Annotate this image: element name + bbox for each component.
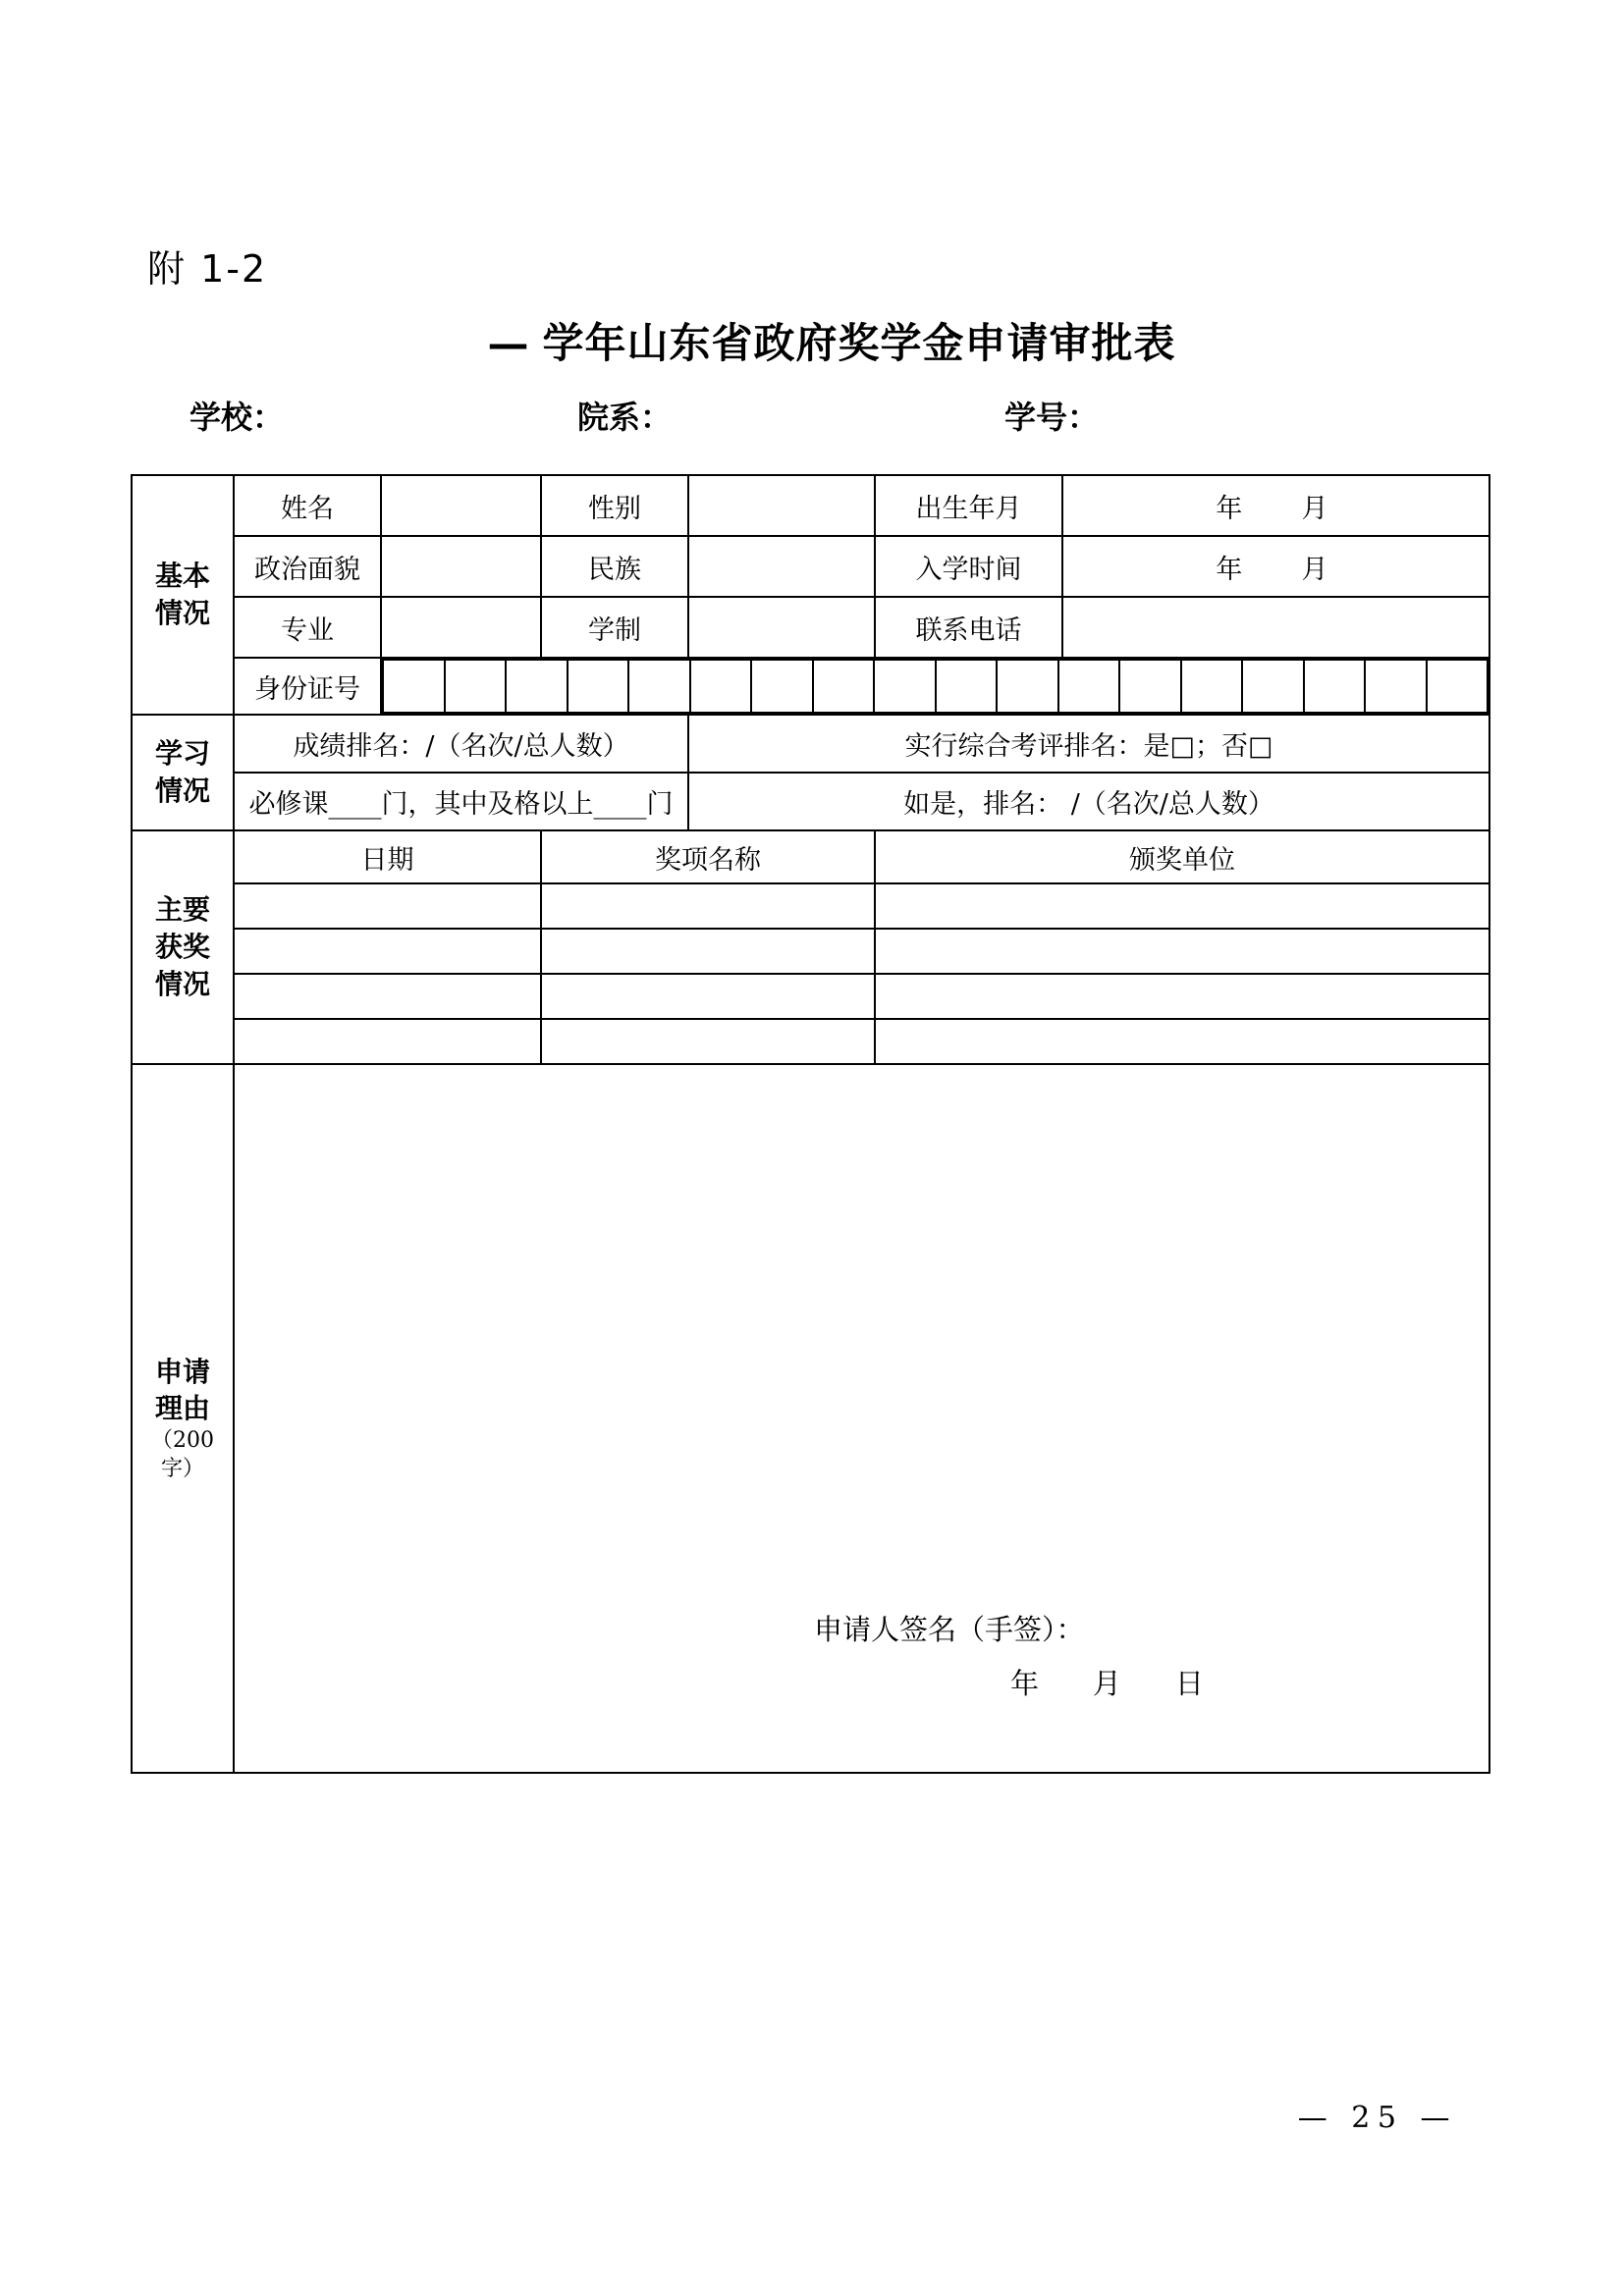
section-label-reason-sub: （200字）	[151, 1428, 214, 1481]
award-issuer-cell[interactable]	[875, 929, 1489, 974]
award-date-cell[interactable]	[234, 974, 541, 1019]
section-label-reason-line2: 理由	[154, 1392, 210, 1425]
signature-month-unit: 月	[1092, 1666, 1124, 1700]
table-row	[132, 597, 1489, 658]
award-name-cell[interactable]	[541, 929, 875, 974]
award-issuer-cell[interactable]	[875, 883, 1489, 929]
id-number-box[interactable]	[1365, 660, 1427, 713]
name-field[interactable]	[381, 475, 541, 536]
id-number-box[interactable]	[936, 660, 998, 713]
student-id-label: 学号：	[1004, 399, 1100, 436]
id-number-box[interactable]	[1119, 660, 1181, 713]
table-row	[132, 475, 1489, 536]
phone-label: 联系电话	[875, 597, 1062, 658]
table-row-reason	[132, 1064, 1489, 1773]
section-label-study-line1: 学习	[154, 737, 210, 771]
table-row	[132, 1019, 1489, 1064]
section-label-awards	[132, 830, 234, 1064]
required-courses-text[interactable]: 必修课____门，其中及格以上____门	[234, 773, 688, 830]
enroll-field[interactable]	[1062, 536, 1489, 597]
id-number-box[interactable]	[628, 660, 690, 713]
award-name-cell[interactable]	[541, 883, 875, 929]
id-number-box[interactable]	[751, 660, 813, 713]
award-col-date: 日期	[234, 830, 541, 883]
politics-label: 政治面貌	[234, 536, 381, 597]
award-col-name: 奖项名称	[541, 830, 875, 883]
name-label: 姓名	[234, 475, 381, 536]
table-row-id	[132, 658, 1489, 715]
birth-month-unit: 月	[1301, 493, 1336, 524]
award-date-cell[interactable]	[234, 929, 541, 974]
id-number-box[interactable]	[813, 660, 875, 713]
signature-block	[235, 1603, 1489, 1711]
birth-label: 出生年月	[875, 475, 1062, 536]
id-number-box[interactable]	[1427, 660, 1489, 713]
signature-date	[235, 1657, 1489, 1711]
applicant-signature-label: 申请人签名（手签）：	[814, 1612, 1085, 1646]
application-form-table	[131, 474, 1490, 1774]
comprehensive-eval-text[interactable]: 实行综合考评排名：是□；否□	[688, 715, 1489, 773]
edu-system-label: 学制	[541, 597, 688, 658]
table-row	[132, 883, 1489, 929]
section-label-study-line2: 情况	[154, 774, 210, 807]
award-date-cell[interactable]	[234, 1019, 541, 1064]
ethnicity-field[interactable]	[688, 536, 875, 597]
id-number-box[interactable]	[568, 660, 629, 713]
table-row	[132, 974, 1489, 1019]
meta-row	[131, 393, 1489, 452]
title-text: 学年山东省政府奖学金申请审批表	[542, 319, 1176, 367]
signature-year-unit: 年	[1010, 1666, 1042, 1700]
attachment-label: 附 1-2	[147, 247, 268, 291]
major-label: 专业	[234, 597, 381, 658]
section-label-awards-line2: 获奖	[154, 931, 210, 964]
enroll-month-unit: 月	[1301, 554, 1336, 585]
section-label-study	[132, 715, 234, 830]
award-name-cell[interactable]	[541, 1019, 875, 1064]
id-number-box[interactable]	[383, 660, 445, 713]
birth-year-unit: 年	[1216, 493, 1251, 524]
table-row	[132, 929, 1489, 974]
award-issuer-cell[interactable]	[875, 1019, 1489, 1064]
enroll-label: 入学时间	[875, 536, 1062, 597]
if-yes-rank-text[interactable]: 如是，排名： /（名次/总人数）	[688, 773, 1489, 830]
grade-rank-text[interactable]: 成绩排名：/（名次/总人数）	[234, 715, 688, 773]
phone-field[interactable]	[1062, 597, 1489, 658]
award-name-cell[interactable]	[541, 974, 875, 1019]
table-row	[132, 715, 1489, 773]
id-number-box[interactable]	[1304, 660, 1366, 713]
section-label-reason	[132, 1064, 234, 1773]
id-number-box[interactable]	[874, 660, 936, 713]
id-number-box[interactable]	[1058, 660, 1120, 713]
ethnicity-label: 民族	[541, 536, 688, 597]
section-label-awards-line3: 情况	[154, 967, 210, 1000]
id-number-box[interactable]	[506, 660, 568, 713]
section-label-awards-line1: 主要	[154, 893, 210, 927]
page-title	[0, 319, 1624, 368]
major-field[interactable]	[381, 597, 541, 658]
id-number-box[interactable]	[690, 660, 752, 713]
id-number-box[interactable]	[1242, 660, 1304, 713]
page-number: — 25 —	[1297, 2101, 1457, 2135]
id-number-label: 身份证号	[234, 658, 381, 715]
table-row	[132, 536, 1489, 597]
award-date-cell[interactable]	[234, 883, 541, 929]
id-number-box[interactable]	[445, 660, 507, 713]
id-number-box[interactable]	[1181, 660, 1243, 713]
id-number-boxes	[381, 658, 1489, 715]
id-number-box[interactable]	[997, 660, 1058, 713]
section-label-basic-line1: 基本	[154, 560, 210, 593]
table-row	[132, 773, 1489, 830]
gender-field[interactable]	[688, 475, 875, 536]
birth-field[interactable]	[1062, 475, 1489, 536]
award-col-issuer: 颁奖单位	[875, 830, 1489, 883]
department-label: 院系：	[577, 399, 673, 436]
signature-day-unit: 日	[1174, 1666, 1207, 1700]
title-dash: —	[487, 319, 543, 367]
enroll-year-unit: 年	[1216, 554, 1251, 585]
edu-system-field[interactable]	[688, 597, 875, 658]
section-label-basic	[132, 475, 234, 715]
table-row	[132, 830, 1489, 883]
section-label-basic-line2: 情况	[154, 597, 210, 629]
school-label: 学校：	[189, 399, 285, 436]
award-issuer-cell[interactable]	[875, 974, 1489, 1019]
reason-body-cell[interactable]	[234, 1064, 1489, 1773]
section-label-reason-line1: 申请	[154, 1355, 210, 1388]
politics-field[interactable]	[381, 536, 541, 597]
gender-label: 性别	[541, 475, 688, 536]
